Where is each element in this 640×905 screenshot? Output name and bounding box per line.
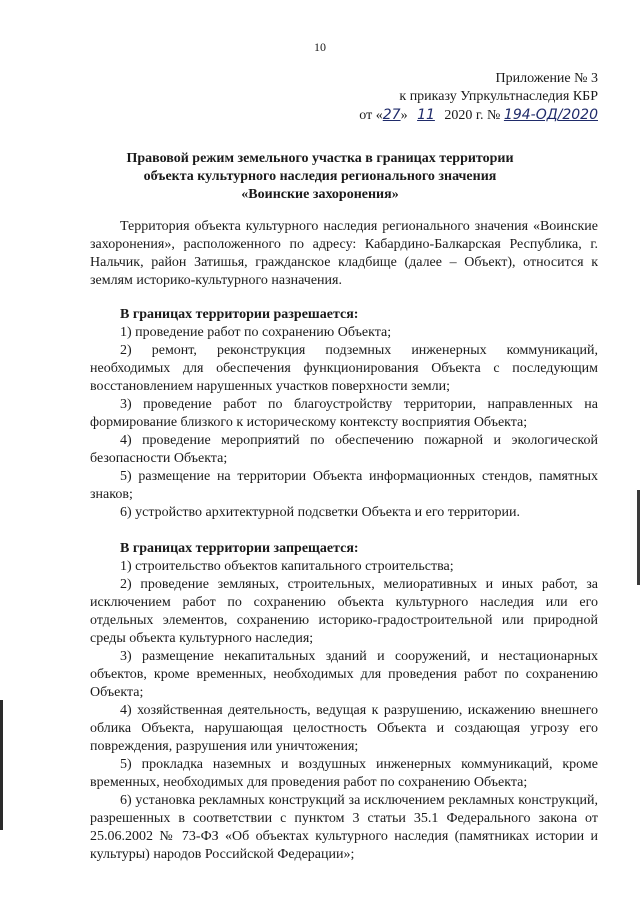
allowed-item: 1) проведение работ по сохранению Объекта; xyxy=(120,325,392,340)
forbidden-item: 2) проведение земляных, строительных, мелиоративных и иных работ, за исключением работ по сохранению объекта культурного наследия или его отдельных элементов, сохранению историко-градостроительной или природной среды объекта культурного наследия; xyxy=(90,577,598,646)
handwritten-day: 27 xyxy=(382,107,401,123)
document-body xyxy=(90,218,598,864)
title-line-2: объекта культурного наследия регионального значения xyxy=(143,169,497,184)
year-text: 2020 г. № xyxy=(440,108,504,123)
allowed-item: 6) устройство архитектурной подсветки Объекта и его территории. xyxy=(120,505,520,520)
date-sep: » xyxy=(400,108,412,123)
document-title xyxy=(80,150,560,204)
allowed-heading: В границах территории разрешается: xyxy=(120,307,359,322)
forbidden-item: 4) хозяйственная деятельность, ведущая к разрушению, искажению внешнего облика Объекта, нарушающая целостность Объекта и создающая угрозу его повреждения, разрушения или уничтожения; xyxy=(90,703,598,754)
handwritten-order-number: 194-ОД/2020 xyxy=(503,107,598,123)
forbidden-item: 1) строительство объектов капитального строительства; xyxy=(120,559,454,574)
scan-artifact xyxy=(0,700,3,830)
title-line-3: «Воинские захоронения» xyxy=(241,187,399,202)
handwritten-month: 11 xyxy=(417,107,435,123)
order-reference: к приказу Упркультнаследия КБР xyxy=(399,89,598,104)
allowed-item: 5) размещение на территории Объекта информационных стендов, памятных знаков; xyxy=(90,469,598,502)
appendix-header xyxy=(359,70,598,125)
title-line-1: Правовой режим земельного участка в границах территории xyxy=(126,151,514,166)
forbidden-item: 3) размещение некапитальных зданий и сооружений, и нестационарных объектов, кроме временных, необходимых для проведения работ по сохранению Объекта; xyxy=(90,649,598,700)
allowed-item: 3) проведение работ по благоустройству территории, направленных на формирование близкого к историческому контексту восприятия Объекта; xyxy=(90,397,598,430)
order-date-number xyxy=(359,106,598,125)
page-number: 10 xyxy=(314,40,326,54)
date-prefix: от « xyxy=(359,108,383,123)
forbidden-item: 5) прокладка наземных и воздушных инженерных коммуникаций, кроме временных, необходимых для проведения работ по сохранению Объекта; xyxy=(90,757,598,790)
allowed-item: 2) ремонт, реконструкция подземных инженерных коммуникаций, необходимых для обеспечения функционирования Объекта с последующим восстановлением нарушенных участков поверхности земли; xyxy=(90,343,598,394)
forbidden-heading: В границах территории запрещается: xyxy=(120,541,359,556)
forbidden-item: 6) установка рекламных конструкций за исключением рекламных конструкций, разрешенных в соответствии с пунктом 3 статьи 35.1 Федерального закона от 25.06.2002 № 73-ФЗ «Об объектах культурного наследия (памятниках истории и культуры) народов Российской Федерации»; xyxy=(90,793,598,862)
appendix-label: Приложение № 3 xyxy=(495,71,598,86)
allowed-item: 4) проведение мероприятий по обеспечению пожарной и экологической безопасности Объекта; xyxy=(90,433,598,466)
intro-paragraph: Территория объекта культурного наследия регионального значения «Воинские захоронения», расположенного по адресу: Кабардино-Балкарская Республика, г. Нальчик, район Затишья, гражданское кладбище (далее – Объект), относится к землям историко-культурного назначения. xyxy=(90,219,598,288)
